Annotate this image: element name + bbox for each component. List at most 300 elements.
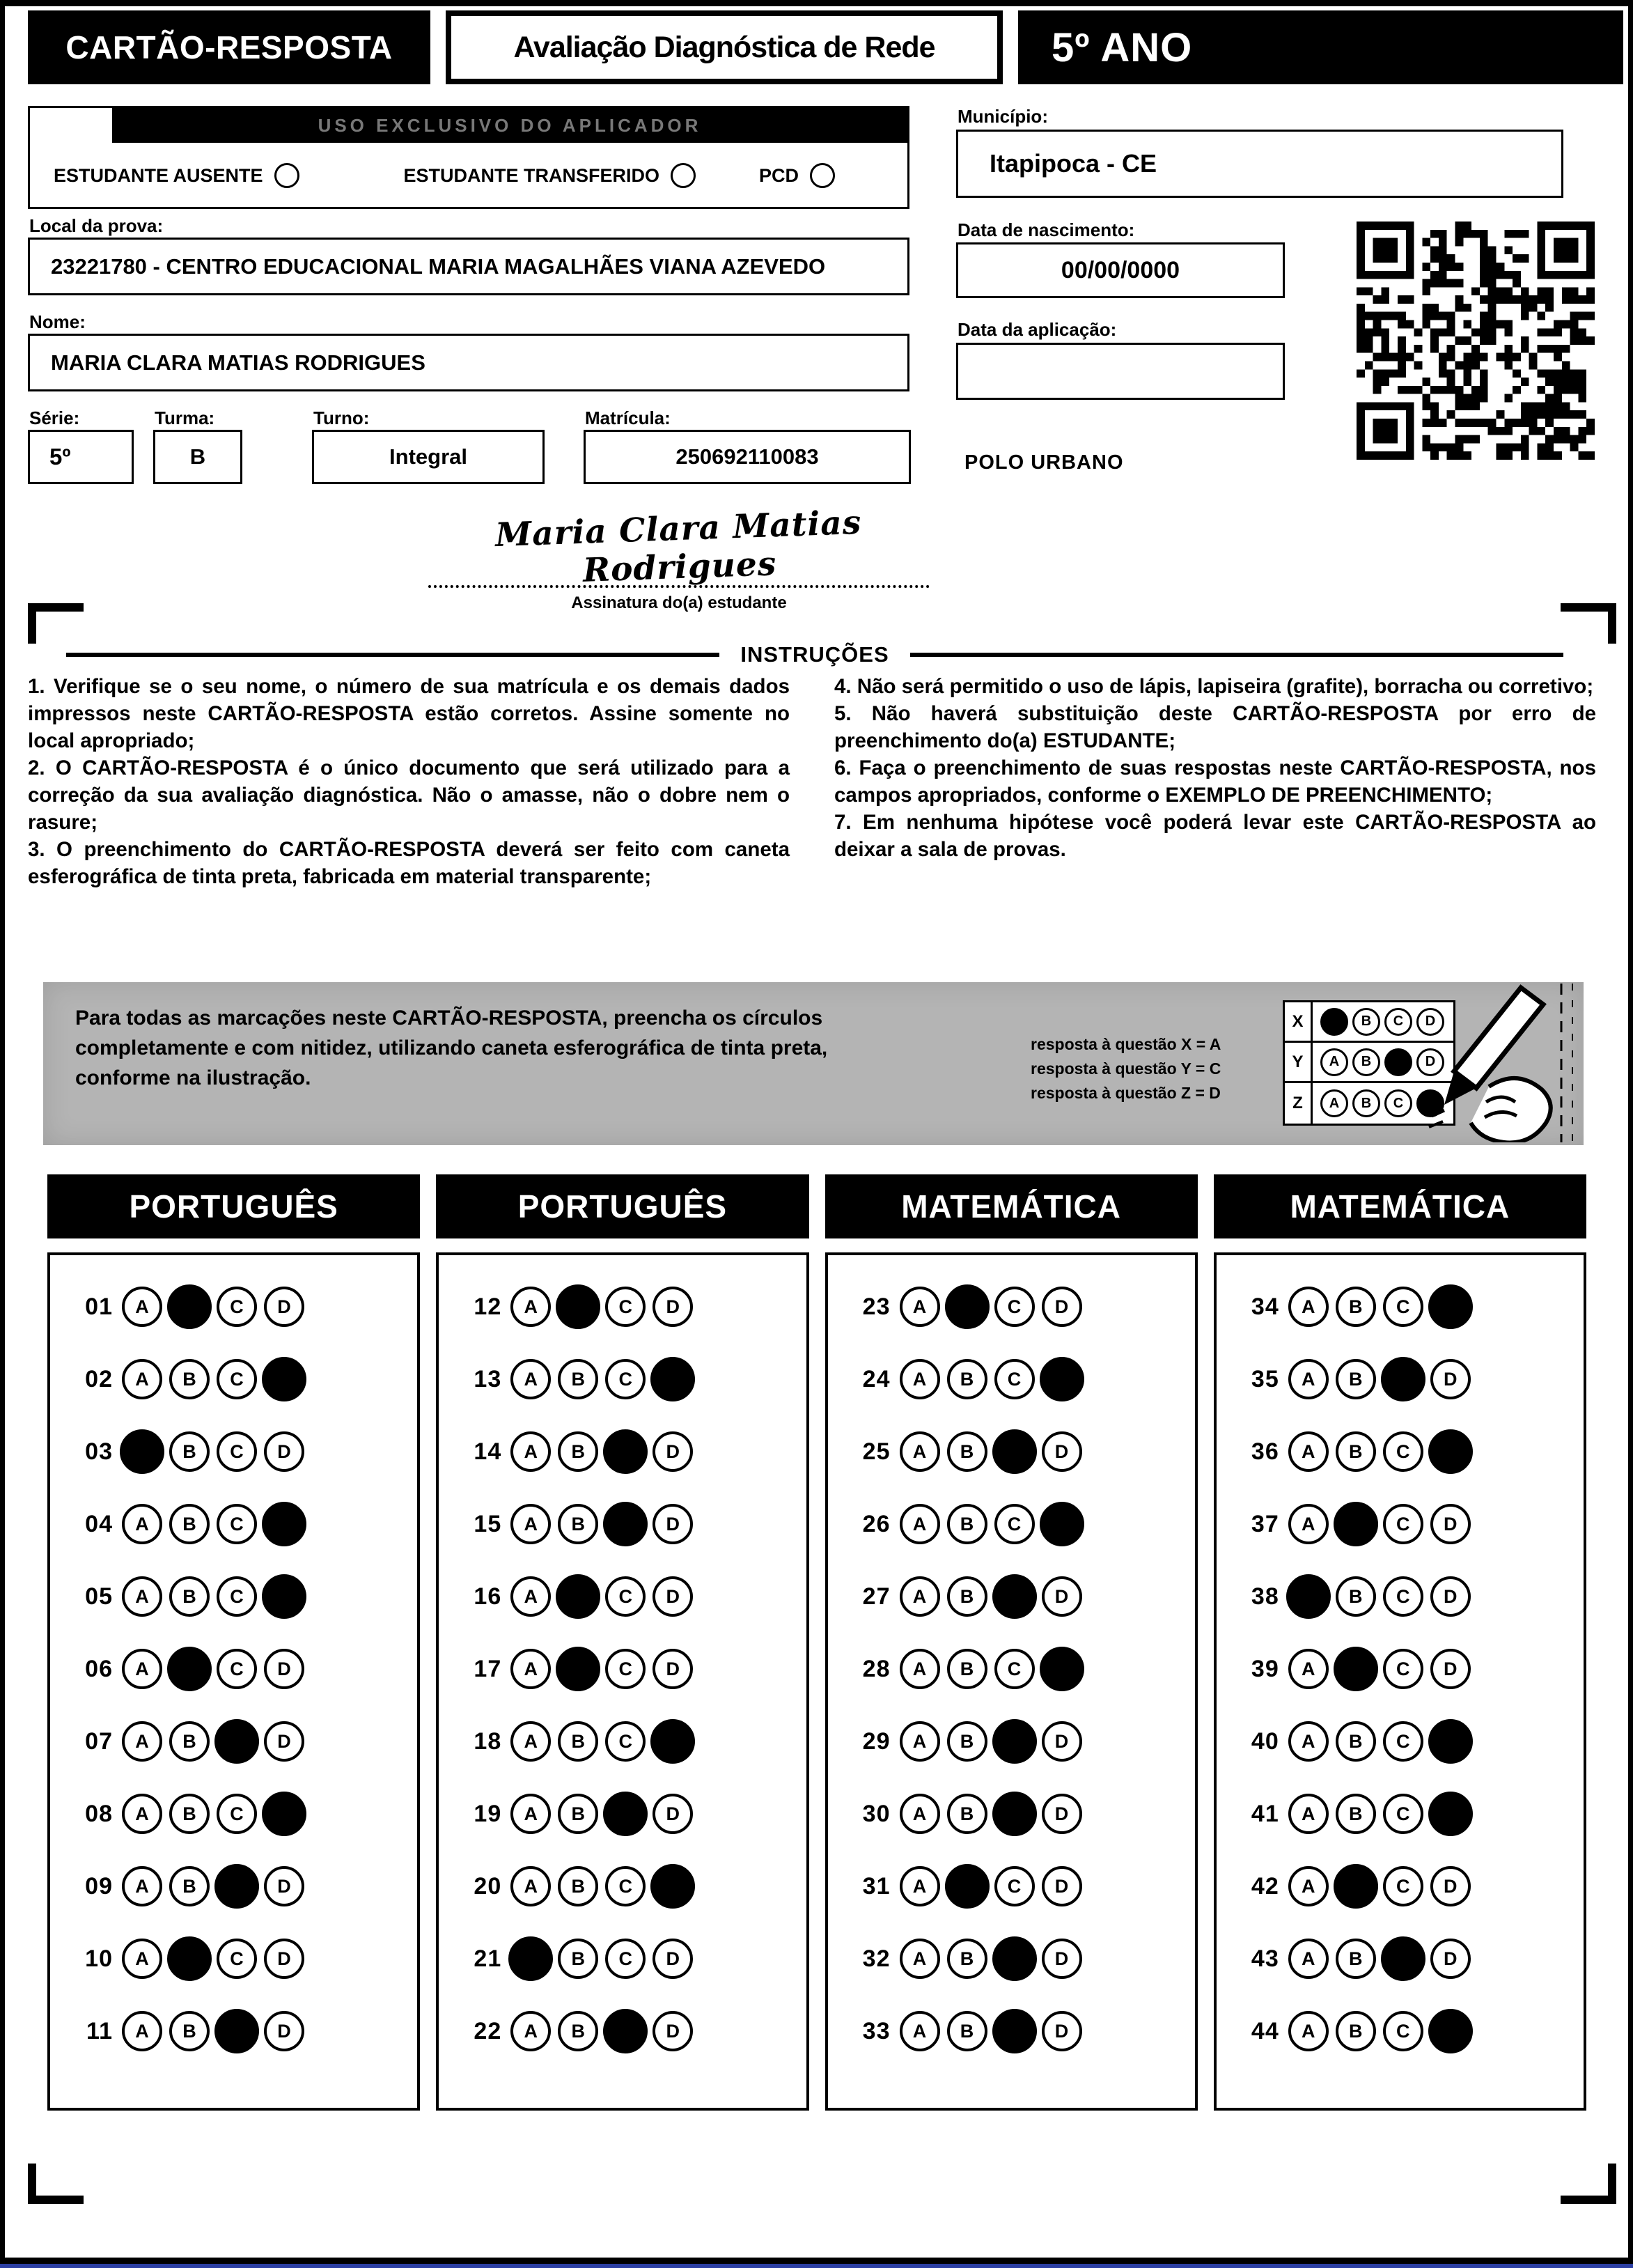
bubble-q04-A[interactable]: A bbox=[122, 1504, 162, 1544]
bubble-q34-C[interactable]: C bbox=[1383, 1287, 1423, 1327]
assessment-name: Avaliação Diagnóstica de Rede bbox=[446, 10, 1003, 84]
bubble-q18-C[interactable]: C bbox=[605, 1721, 646, 1762]
bubble-q23-B[interactable] bbox=[945, 1284, 990, 1329]
bubble-q06-D[interactable]: D bbox=[264, 1649, 304, 1689]
bubble-q24-A[interactable]: A bbox=[900, 1359, 940, 1399]
question-number-28: 28 bbox=[862, 1655, 891, 1682]
header bbox=[28, 10, 1623, 84]
bubble-q14-B[interactable]: B bbox=[558, 1431, 598, 1472]
bubble-q24-D[interactable] bbox=[1040, 1357, 1084, 1401]
data-nascimento-label: Data de nascimento: bbox=[958, 219, 1135, 240]
question-number-24: 24 bbox=[862, 1365, 891, 1392]
bubble-q22-A[interactable]: A bbox=[510, 2011, 551, 2051]
bubble-q19-B[interactable]: B bbox=[558, 1794, 598, 1834]
bubble-q18-B[interactable]: B bbox=[558, 1721, 598, 1762]
example-bubble-X-D: D bbox=[1416, 1008, 1444, 1036]
bubble-q19-C[interactable] bbox=[603, 1792, 648, 1836]
bubble-q30-B[interactable]: B bbox=[947, 1794, 987, 1834]
bubble-q38-B[interactable]: B bbox=[1336, 1576, 1376, 1617]
question-number-15: 15 bbox=[474, 1510, 502, 1537]
bubble-q23-A[interactable]: A bbox=[900, 1287, 940, 1327]
instruction-item-left-1: 1. Verifique se o seu nome, o número de sua matrícula e os demais dados impressos neste CARTÃO-RESPOSTA estão corretos. Assine somente no local apropriado; bbox=[28, 675, 790, 752]
question-number-22: 22 bbox=[474, 2017, 502, 2044]
bubble-q37-B[interactable] bbox=[1334, 1502, 1378, 1546]
bubble-q44-D[interactable] bbox=[1428, 2009, 1473, 2053]
bubble-q35-A[interactable]: A bbox=[1288, 1359, 1329, 1399]
bubble-q40-D[interactable] bbox=[1428, 1719, 1473, 1764]
bubble-q02-B[interactable]: B bbox=[169, 1359, 210, 1399]
answer-column-1 bbox=[47, 1174, 420, 2111]
question-number-10: 10 bbox=[85, 1945, 113, 1972]
bubble-q03-B[interactable]: B bbox=[169, 1431, 210, 1472]
question-number-19: 19 bbox=[474, 1800, 502, 1827]
bubble-q07-B[interactable]: B bbox=[169, 1721, 210, 1762]
question-row-40 bbox=[1233, 1705, 1584, 1778]
question-row-27 bbox=[845, 1560, 1195, 1633]
example-bubble-Y-D: D bbox=[1416, 1048, 1444, 1076]
question-number-34: 34 bbox=[1251, 1293, 1279, 1320]
bubble-q18-A[interactable]: A bbox=[510, 1721, 551, 1762]
bubble-q17-B[interactable] bbox=[556, 1647, 600, 1691]
matricula-value: 250692110083 bbox=[584, 430, 911, 484]
bubble-q19-D[interactable]: D bbox=[653, 1794, 693, 1834]
bubble-q11-C[interactable] bbox=[214, 2009, 259, 2053]
bubble-q05-B[interactable]: B bbox=[169, 1576, 210, 1617]
bubble-q05-A[interactable]: A bbox=[122, 1576, 162, 1617]
bubble-q13-A[interactable]: A bbox=[510, 1359, 551, 1399]
nome-value: MARIA CLARA MATIAS RODRIGUES bbox=[28, 334, 909, 391]
example-bubble-Y-A: A bbox=[1320, 1048, 1348, 1076]
question-row-21 bbox=[455, 1923, 806, 1995]
bubble-q09-A[interactable]: A bbox=[122, 1866, 162, 1906]
registration-mark-top-right bbox=[1561, 603, 1616, 644]
question-number-17: 17 bbox=[474, 1655, 502, 1682]
aplicador-bar-label: USO EXCLUSIVO DO APLICADOR bbox=[112, 108, 907, 143]
bubble-q31-C[interactable]: C bbox=[994, 1866, 1035, 1906]
question-number-08: 08 bbox=[85, 1800, 113, 1827]
bubble-q07-C[interactable] bbox=[214, 1719, 259, 1764]
bubble-q18-D[interactable] bbox=[650, 1719, 695, 1764]
bubble-q16-A[interactable]: A bbox=[510, 1576, 551, 1617]
local-prova-label: Local da prova: bbox=[29, 215, 164, 236]
bubble-q36-D[interactable] bbox=[1428, 1429, 1473, 1474]
bubble-q12-A[interactable]: A bbox=[510, 1287, 551, 1327]
question-number-13: 13 bbox=[474, 1365, 502, 1392]
example-bubble-Z-C: C bbox=[1384, 1089, 1412, 1117]
bubble-q02-D[interactable] bbox=[262, 1357, 306, 1401]
option-circle-estudante-ausente[interactable] bbox=[274, 163, 299, 188]
bubble-q37-D[interactable]: D bbox=[1430, 1504, 1471, 1544]
question-number-06: 06 bbox=[85, 1655, 113, 1682]
question-row-13 bbox=[455, 1343, 806, 1415]
example-section bbox=[43, 982, 1584, 1145]
bubble-q02-A[interactable]: A bbox=[122, 1359, 162, 1399]
question-row-18 bbox=[455, 1705, 806, 1778]
question-number-29: 29 bbox=[862, 1727, 891, 1755]
bubble-q37-A[interactable]: A bbox=[1288, 1504, 1329, 1544]
bubble-q32-B[interactable]: B bbox=[947, 1939, 987, 1979]
instruction-item-left-3: 3. O preenchimento do CARTÃO-RESPOSTA deverá ser feito com caneta esferográfica de tinta preta, fabricada em material transparente; bbox=[28, 838, 790, 888]
bubble-q41-D[interactable] bbox=[1428, 1792, 1473, 1836]
serie-label: Série: bbox=[29, 407, 80, 428]
option-estudante-ausente bbox=[54, 163, 299, 188]
bubble-q31-B[interactable] bbox=[945, 1864, 990, 1909]
bubble-q09-C[interactable] bbox=[214, 1864, 259, 1909]
bubble-q29-B[interactable]: B bbox=[947, 1721, 987, 1762]
bubble-q24-B[interactable]: B bbox=[947, 1359, 987, 1399]
bubble-q25-D[interactable]: D bbox=[1042, 1431, 1082, 1472]
sheet-title: CARTÃO-RESPOSTA bbox=[28, 10, 430, 84]
bubble-q25-C[interactable] bbox=[992, 1429, 1037, 1474]
question-row-15 bbox=[455, 1488, 806, 1560]
aplicador-section bbox=[28, 106, 909, 209]
bubble-q20-C[interactable]: C bbox=[605, 1866, 646, 1906]
bubble-q29-A[interactable]: A bbox=[900, 1721, 940, 1762]
example-row-label-Z: Z bbox=[1285, 1083, 1313, 1124]
bubble-q34-B[interactable]: B bbox=[1336, 1287, 1376, 1327]
question-row-09 bbox=[67, 1850, 417, 1923]
question-number-31: 31 bbox=[862, 1872, 891, 1900]
serie-value: 5º bbox=[28, 430, 134, 484]
bubble-q11-A[interactable]: A bbox=[122, 2011, 162, 2051]
bubble-q36-B[interactable]: B bbox=[1336, 1431, 1376, 1472]
bubble-q34-A[interactable]: A bbox=[1288, 1287, 1329, 1327]
bubble-q31-D[interactable]: D bbox=[1042, 1866, 1082, 1906]
municipio-value: Itapipoca - CE bbox=[956, 130, 1563, 198]
question-number-35: 35 bbox=[1251, 1365, 1279, 1392]
question-row-30 bbox=[845, 1778, 1195, 1850]
answer-grid-2 bbox=[436, 1252, 808, 2111]
bubble-q30-C[interactable] bbox=[992, 1792, 1037, 1836]
bubble-q38-C[interactable]: C bbox=[1383, 1576, 1423, 1617]
bubble-q17-A[interactable]: A bbox=[510, 1649, 551, 1689]
question-number-02: 02 bbox=[85, 1365, 113, 1392]
answer-grid-1 bbox=[47, 1252, 420, 2111]
bubble-q14-C[interactable] bbox=[603, 1429, 648, 1474]
signature-caption: Assinatura do(a) estudante bbox=[571, 593, 787, 612]
bubble-q43-D[interactable]: D bbox=[1430, 1939, 1471, 1979]
option-circle-estudante-transferido[interactable] bbox=[671, 163, 696, 188]
bubble-q38-A[interactable] bbox=[1286, 1574, 1331, 1619]
answer-grid-3 bbox=[825, 1252, 1198, 2111]
bubble-q15-D[interactable]: D bbox=[653, 1504, 693, 1544]
municipio-label: Município: bbox=[958, 106, 1048, 127]
bubble-q02-C[interactable]: C bbox=[217, 1359, 257, 1399]
bubble-q35-D[interactable]: D bbox=[1430, 1359, 1471, 1399]
bubble-q30-A[interactable]: A bbox=[900, 1794, 940, 1834]
bubble-q28-A[interactable]: A bbox=[900, 1649, 940, 1689]
bubble-q06-C[interactable]: C bbox=[217, 1649, 257, 1689]
bubble-q05-D[interactable] bbox=[262, 1574, 306, 1619]
grade-label: 5º ANO bbox=[1018, 10, 1623, 84]
bubble-q33-D[interactable]: D bbox=[1042, 2011, 1082, 2051]
bubble-q37-C[interactable]: C bbox=[1383, 1504, 1423, 1544]
bubble-q26-D[interactable] bbox=[1040, 1502, 1084, 1546]
question-number-42: 42 bbox=[1251, 1872, 1279, 1900]
example-legend-line-2: resposta à questão Y = C bbox=[1031, 1059, 1221, 1078]
option-estudante-transferido bbox=[404, 163, 696, 188]
bubble-q11-D[interactable]: D bbox=[264, 2011, 304, 2051]
bubble-q13-D[interactable] bbox=[650, 1357, 695, 1401]
question-row-04 bbox=[67, 1488, 417, 1560]
example-legend-line-1: resposta à questão X = A bbox=[1031, 1035, 1221, 1053]
example-bubble-X-A bbox=[1320, 1008, 1348, 1036]
question-number-33: 33 bbox=[862, 2017, 891, 2044]
bubble-q41-A[interactable]: A bbox=[1288, 1794, 1329, 1834]
bubble-q13-C[interactable]: C bbox=[605, 1359, 646, 1399]
bubble-q16-D[interactable]: D bbox=[653, 1576, 693, 1617]
bubble-q03-A[interactable] bbox=[120, 1429, 164, 1474]
bubble-q42-A[interactable]: A bbox=[1288, 1866, 1329, 1906]
instruction-item-left-2: 2. O CARTÃO-RESPOSTA é o único documento que será utilizado para a correção da sua avaliação diagnóstica. Não o amasse, não o dobre nem o rasure; bbox=[28, 756, 790, 834]
bubble-q16-B[interactable] bbox=[556, 1574, 600, 1619]
instruction-item-right-2: 5. Não haverá substituição deste CARTÃO-RESPOSTA por erro de preenchimento do(a) ESTUDANTE; bbox=[834, 702, 1596, 752]
bubble-q14-A[interactable]: A bbox=[510, 1431, 551, 1472]
bubble-q15-A[interactable]: A bbox=[510, 1504, 551, 1544]
bubble-q35-C[interactable] bbox=[1381, 1357, 1425, 1401]
question-number-03: 03 bbox=[85, 1438, 113, 1465]
bubble-q22-B[interactable]: B bbox=[558, 2011, 598, 2051]
bubble-q34-D[interactable] bbox=[1428, 1284, 1473, 1329]
subject-header-3: MATEMÁTICA bbox=[825, 1174, 1198, 1238]
question-row-07 bbox=[67, 1705, 417, 1778]
answer-columns bbox=[47, 1174, 1586, 2111]
bubble-q29-C[interactable] bbox=[992, 1719, 1037, 1764]
turma-value: B bbox=[153, 430, 242, 484]
bubble-q01-C[interactable]: C bbox=[217, 1287, 257, 1327]
question-row-03 bbox=[67, 1415, 417, 1488]
bubble-q10-A[interactable]: A bbox=[122, 1939, 162, 1979]
bubble-q15-C[interactable] bbox=[603, 1502, 648, 1546]
bubble-q06-A[interactable]: A bbox=[122, 1649, 162, 1689]
question-row-19 bbox=[455, 1778, 806, 1850]
bubble-q32-A[interactable]: A bbox=[900, 1939, 940, 1979]
bubble-q21-B[interactable]: B bbox=[558, 1939, 598, 1979]
bubble-q39-A[interactable]: A bbox=[1288, 1649, 1329, 1689]
bubble-q01-B[interactable] bbox=[167, 1284, 212, 1329]
bubble-q42-B[interactable] bbox=[1334, 1864, 1378, 1909]
registration-mark-top-left bbox=[28, 603, 84, 644]
bubble-q44-A[interactable]: A bbox=[1288, 2011, 1329, 2051]
bubble-q03-C[interactable]: C bbox=[217, 1431, 257, 1472]
bubble-q19-A[interactable]: A bbox=[510, 1794, 551, 1834]
bubble-q41-B[interactable]: B bbox=[1336, 1794, 1376, 1834]
question-row-37 bbox=[1233, 1488, 1584, 1560]
question-row-39 bbox=[1233, 1633, 1584, 1705]
bubble-q08-C[interactable]: C bbox=[217, 1794, 257, 1834]
bubble-q28-B[interactable]: B bbox=[947, 1649, 987, 1689]
bubble-q23-D[interactable]: D bbox=[1042, 1287, 1082, 1327]
bubble-q25-A[interactable]: A bbox=[900, 1431, 940, 1472]
bubble-q43-C[interactable] bbox=[1381, 1936, 1425, 1981]
bubble-q12-D[interactable]: D bbox=[653, 1287, 693, 1327]
bubble-q27-D[interactable]: D bbox=[1042, 1576, 1082, 1617]
bubble-q39-B[interactable] bbox=[1334, 1647, 1378, 1691]
bubble-q33-B[interactable]: B bbox=[947, 2011, 987, 2051]
bubble-q38-D[interactable]: D bbox=[1430, 1576, 1471, 1617]
bubble-q10-D[interactable]: D bbox=[264, 1939, 304, 1979]
bubble-q11-B[interactable]: B bbox=[169, 2011, 210, 2051]
answer-column-4 bbox=[1214, 1174, 1586, 2111]
bubble-q08-A[interactable]: A bbox=[122, 1794, 162, 1834]
signature-block bbox=[428, 503, 930, 613]
question-row-12 bbox=[455, 1271, 806, 1343]
bubble-q28-D[interactable] bbox=[1040, 1647, 1084, 1691]
bubble-q03-D[interactable]: D bbox=[264, 1431, 304, 1472]
bubble-q21-C[interactable]: C bbox=[605, 1939, 646, 1979]
bubble-q22-C[interactable] bbox=[603, 2009, 648, 2053]
bubble-q42-D[interactable]: D bbox=[1430, 1866, 1471, 1906]
bubble-q21-A[interactable] bbox=[508, 1936, 553, 1981]
bubble-q41-C[interactable]: C bbox=[1383, 1794, 1423, 1834]
signature-line[interactable] bbox=[428, 503, 930, 590]
answer-column-2 bbox=[436, 1174, 808, 2111]
bubble-q10-B[interactable] bbox=[167, 1936, 212, 1981]
subject-header-1: PORTUGUÊS bbox=[47, 1174, 420, 1238]
instruction-item-right-4: 7. Em nenhuma hipótese você poderá levar este CARTÃO-RESPOSTA ao deixar a sala de provas. bbox=[834, 811, 1596, 861]
question-row-38 bbox=[1233, 1560, 1584, 1633]
example-legend bbox=[1031, 1032, 1221, 1105]
bubble-q26-A[interactable]: A bbox=[900, 1504, 940, 1544]
question-number-18: 18 bbox=[474, 1727, 502, 1755]
bubble-q35-B[interactable]: B bbox=[1336, 1359, 1376, 1399]
bubble-q40-B[interactable]: B bbox=[1336, 1721, 1376, 1762]
example-bubble-X-C: C bbox=[1384, 1008, 1412, 1036]
matricula-label: Matrícula: bbox=[585, 407, 671, 428]
question-number-41: 41 bbox=[1251, 1800, 1279, 1827]
question-row-44 bbox=[1233, 1995, 1584, 2067]
bubble-q42-C[interactable]: C bbox=[1383, 1866, 1423, 1906]
bubble-q04-C[interactable]: C bbox=[217, 1504, 257, 1544]
bubble-q20-B[interactable]: B bbox=[558, 1866, 598, 1906]
question-number-20: 20 bbox=[474, 1872, 502, 1900]
bubble-q09-D[interactable]: D bbox=[264, 1866, 304, 1906]
bubble-q12-C[interactable]: C bbox=[605, 1287, 646, 1327]
bubble-q29-D[interactable]: D bbox=[1042, 1721, 1082, 1762]
bubble-q40-A[interactable]: A bbox=[1288, 1721, 1329, 1762]
bubble-q30-D[interactable]: D bbox=[1042, 1794, 1082, 1834]
question-number-01: 01 bbox=[85, 1293, 113, 1320]
data-aplicacao-label: Data da aplicação: bbox=[958, 319, 1117, 340]
bubble-q09-B[interactable]: B bbox=[169, 1866, 210, 1906]
bubble-q33-A[interactable]: A bbox=[900, 2011, 940, 2051]
bubble-q31-A[interactable]: A bbox=[900, 1866, 940, 1906]
question-row-33 bbox=[845, 1995, 1195, 2067]
question-row-17 bbox=[455, 1633, 806, 1705]
option-label-estudante-ausente: ESTUDANTE AUSENTE bbox=[54, 164, 263, 186]
question-row-29 bbox=[845, 1705, 1195, 1778]
bubble-q20-A[interactable]: A bbox=[510, 1866, 551, 1906]
option-circle-pcd[interactable] bbox=[810, 163, 835, 188]
bubble-q26-C[interactable]: C bbox=[994, 1504, 1035, 1544]
bubble-q28-C[interactable]: C bbox=[994, 1649, 1035, 1689]
bubble-q36-A[interactable]: A bbox=[1288, 1431, 1329, 1472]
bubble-q39-D[interactable]: D bbox=[1430, 1649, 1471, 1689]
page-border-bottom bbox=[0, 2258, 1633, 2264]
question-row-32 bbox=[845, 1923, 1195, 1995]
bubble-q26-B[interactable]: B bbox=[947, 1504, 987, 1544]
instructions-right bbox=[834, 673, 1596, 890]
turno-label: Turno: bbox=[313, 407, 370, 428]
bubble-q07-A[interactable]: A bbox=[122, 1721, 162, 1762]
bubble-q36-C[interactable]: C bbox=[1383, 1431, 1423, 1472]
polo-label: POLO URBANO bbox=[964, 451, 1124, 474]
bubble-q25-B[interactable]: B bbox=[947, 1431, 987, 1472]
question-row-23 bbox=[845, 1271, 1195, 1343]
bubble-q06-B[interactable] bbox=[167, 1647, 212, 1691]
bubble-q44-C[interactable]: C bbox=[1383, 2011, 1423, 2051]
bubble-q27-A[interactable]: A bbox=[900, 1576, 940, 1617]
bubble-q32-C[interactable] bbox=[992, 1936, 1037, 1981]
question-number-40: 40 bbox=[1251, 1727, 1279, 1755]
bubble-q43-B[interactable]: B bbox=[1336, 1939, 1376, 1979]
bubble-q22-D[interactable]: D bbox=[653, 2011, 693, 2051]
bubble-q17-C[interactable]: C bbox=[605, 1649, 646, 1689]
question-row-42 bbox=[1233, 1850, 1584, 1923]
bubble-q27-B[interactable]: B bbox=[947, 1576, 987, 1617]
data-aplicacao-value bbox=[956, 343, 1285, 400]
question-number-32: 32 bbox=[862, 1945, 891, 1972]
bubble-q27-C[interactable] bbox=[992, 1574, 1037, 1619]
bubble-q20-D[interactable] bbox=[650, 1864, 695, 1909]
bubble-q40-C[interactable]: C bbox=[1383, 1721, 1423, 1762]
bubble-q13-B[interactable]: B bbox=[558, 1359, 598, 1399]
bubble-q14-D[interactable]: D bbox=[653, 1431, 693, 1472]
question-number-21: 21 bbox=[474, 1945, 502, 1972]
scan-artifact-strip bbox=[0, 2264, 1633, 2268]
bubble-q24-C[interactable]: C bbox=[994, 1359, 1035, 1399]
bubble-q01-A[interactable]: A bbox=[122, 1287, 162, 1327]
bubble-q04-D[interactable] bbox=[262, 1502, 306, 1546]
bubble-q04-B[interactable]: B bbox=[169, 1504, 210, 1544]
bubble-q01-D[interactable]: D bbox=[264, 1287, 304, 1327]
instruction-item-right-3: 6. Faça o preenchimento de suas respostas neste CARTÃO-RESPOSTA, nos campos apropriados, conforme o EXEMPLO DE PREENCHIMENTO; bbox=[834, 756, 1596, 807]
question-row-06 bbox=[67, 1633, 417, 1705]
bubble-q33-C[interactable] bbox=[992, 2009, 1037, 2053]
registration-mark-bottom-left bbox=[28, 2164, 84, 2204]
instructions-body bbox=[28, 673, 1596, 890]
instructions-left bbox=[28, 673, 790, 890]
bubble-q44-B[interactable]: B bbox=[1336, 2011, 1376, 2051]
example-bubble-X-B: B bbox=[1352, 1008, 1380, 1036]
bubble-q16-C[interactable]: C bbox=[605, 1576, 646, 1617]
question-row-43 bbox=[1233, 1923, 1584, 1995]
question-number-36: 36 bbox=[1251, 1438, 1279, 1465]
question-number-12: 12 bbox=[474, 1293, 502, 1320]
bubble-q08-B[interactable]: B bbox=[169, 1794, 210, 1834]
bubble-q10-C[interactable]: C bbox=[217, 1939, 257, 1979]
bubble-q15-B[interactable]: B bbox=[558, 1504, 598, 1544]
page-border-right bbox=[1628, 0, 1633, 2268]
question-row-26 bbox=[845, 1488, 1195, 1560]
question-number-07: 07 bbox=[85, 1727, 113, 1755]
bubble-q07-D[interactable]: D bbox=[264, 1721, 304, 1762]
rule-right bbox=[910, 653, 1563, 657]
question-number-09: 09 bbox=[85, 1872, 113, 1900]
bubble-q43-A[interactable]: A bbox=[1288, 1939, 1329, 1979]
bubble-q32-D[interactable]: D bbox=[1042, 1939, 1082, 1979]
bubble-q17-D[interactable]: D bbox=[653, 1649, 693, 1689]
bubble-q21-D[interactable]: D bbox=[653, 1939, 693, 1979]
bubble-q08-D[interactable] bbox=[262, 1792, 306, 1836]
rule-left bbox=[66, 653, 719, 657]
bubble-q12-B[interactable] bbox=[556, 1284, 600, 1329]
question-number-05: 05 bbox=[85, 1583, 113, 1610]
bubble-q23-C[interactable]: C bbox=[994, 1287, 1035, 1327]
bubble-q39-C[interactable]: C bbox=[1383, 1649, 1423, 1689]
bubble-q05-C[interactable]: C bbox=[217, 1576, 257, 1617]
question-row-20 bbox=[455, 1850, 806, 1923]
